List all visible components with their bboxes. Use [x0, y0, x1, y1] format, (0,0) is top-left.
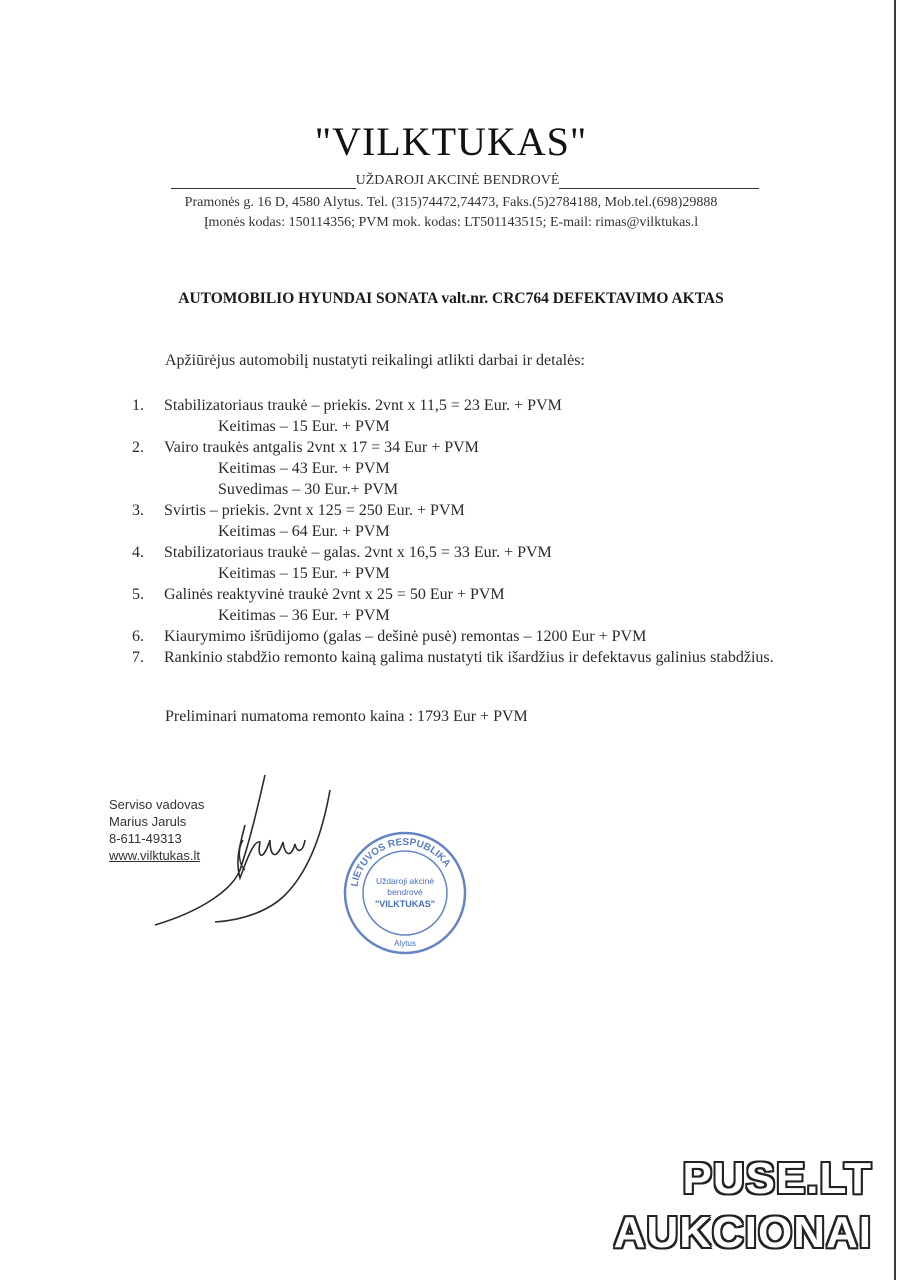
work-items-list: [132, 395, 812, 668]
company-contacts: [0, 193, 902, 233]
company-type-line: [150, 173, 780, 189]
company-name: "VILKTUKAS": [314, 119, 588, 164]
work-item-subline: Keitimas – 15 Eur. + PVM: [218, 418, 390, 435]
rule-left: [171, 176, 356, 189]
work-item-number: 6.: [132, 628, 144, 645]
work-item-text: Galinės reaktyvinė traukė 2vnt x 25 = 50 Eur + PVM: [164, 586, 505, 603]
work-item-subline: Suvedimas – 30 Eur.+ PVM: [218, 481, 399, 498]
stamp-inner-line2: bendrovė: [387, 887, 423, 897]
stamp-inner-line3: "VILKTUKAS": [374, 899, 436, 909]
work-item: [132, 395, 812, 416]
company-type: UŽDAROJI AKCINĖ BENDROVĖ: [355, 173, 560, 188]
work-item: [132, 542, 812, 563]
preliminary-price: Preliminari numatoma remonto kaina : 1793 Eur + PVM: [165, 708, 528, 725]
company-stamp: [340, 828, 470, 958]
work-item-number: 4.: [132, 544, 144, 561]
work-item: [132, 647, 812, 668]
codes-line: Įmonės kodas: 150114356; PVM mok. kodas: LT501143515; E-mail: rimas@vilktukas.l: [203, 215, 699, 230]
watermark: [572, 1152, 872, 1260]
rule-right: [559, 176, 759, 189]
work-item: [132, 500, 812, 521]
watermark-line2: AUKCIONAI: [613, 1208, 872, 1257]
work-item-number: 5.: [132, 586, 144, 603]
work-item-subline: Keitimas – 36 Eur. + PVM: [218, 607, 390, 624]
document-title: AUTOMOBILIO HYUNDAI SONATA valt.nr. CRC764 DEFEKTAVIMO AKTAS: [178, 290, 724, 307]
work-item-subline: Keitimas – 64 Eur. + PVM: [218, 523, 390, 540]
work-item: [132, 437, 812, 458]
intro-text: Apžiūrėjus automobilį nustatyti reikalingi atlikti darbai ir detalės:: [165, 352, 585, 369]
page-edge: [894, 0, 896, 1280]
work-item-number: 7.: [132, 649, 144, 666]
work-item-text: Stabilizatoriaus traukė – galas. 2vnt x 16,5 = 33 Eur. + PVM: [164, 544, 552, 561]
watermark-line1: PUSE.LT: [682, 1154, 872, 1203]
stamp-inner-line1: Uždaroji akcinė: [375, 876, 435, 886]
contact-name: Marius Jaruls: [109, 814, 187, 829]
stamp-outer-text: LIETUVOS RESPUBLIKA: [349, 836, 453, 888]
work-item-text: Kiaurymimo išrūdijomo (galas – dešinė pusė) remontas – 1200 Eur + PVM: [164, 628, 647, 645]
work-item: [132, 584, 812, 605]
work-item-subline: Keitimas – 15 Eur. + PVM: [218, 565, 390, 582]
contact-role: Serviso vadovas: [109, 797, 205, 812]
stamp-city: Alytus: [394, 939, 416, 948]
address-line: Pramonės g. 16 D, 4580 Alytus. Tel. (315)74472,74473, Faks.(5)2784188, Mob.tel.(698)29888: [184, 195, 718, 210]
work-item: [132, 626, 812, 647]
work-item-text: Svirtis – priekis. 2vnt x 125 = 250 Eur. + PVM: [164, 502, 465, 519]
work-item-text: Stabilizatoriaus traukė – priekis. 2vnt x 11,5 = 23 Eur. + PVM: [164, 397, 562, 414]
work-item-text: Rankinio stabdžio remonto kainą galima nustatyti tik išardžius ir defektavus galinius stabdžius.: [164, 649, 774, 666]
work-item-number: 1.: [132, 397, 144, 414]
work-item-number: 2.: [132, 439, 144, 456]
contact-phone: 8-611-49313: [109, 831, 182, 846]
contact-website[interactable]: www.vilktukas.lt: [109, 848, 201, 863]
work-item-text: Vairo traukės antgalis 2vnt x 17 = 34 Eur + PVM: [164, 439, 479, 456]
work-item-number: 3.: [132, 502, 144, 519]
work-item-subline: Keitimas – 43 Eur. + PVM: [218, 460, 390, 477]
handwritten-signature: [145, 770, 345, 930]
